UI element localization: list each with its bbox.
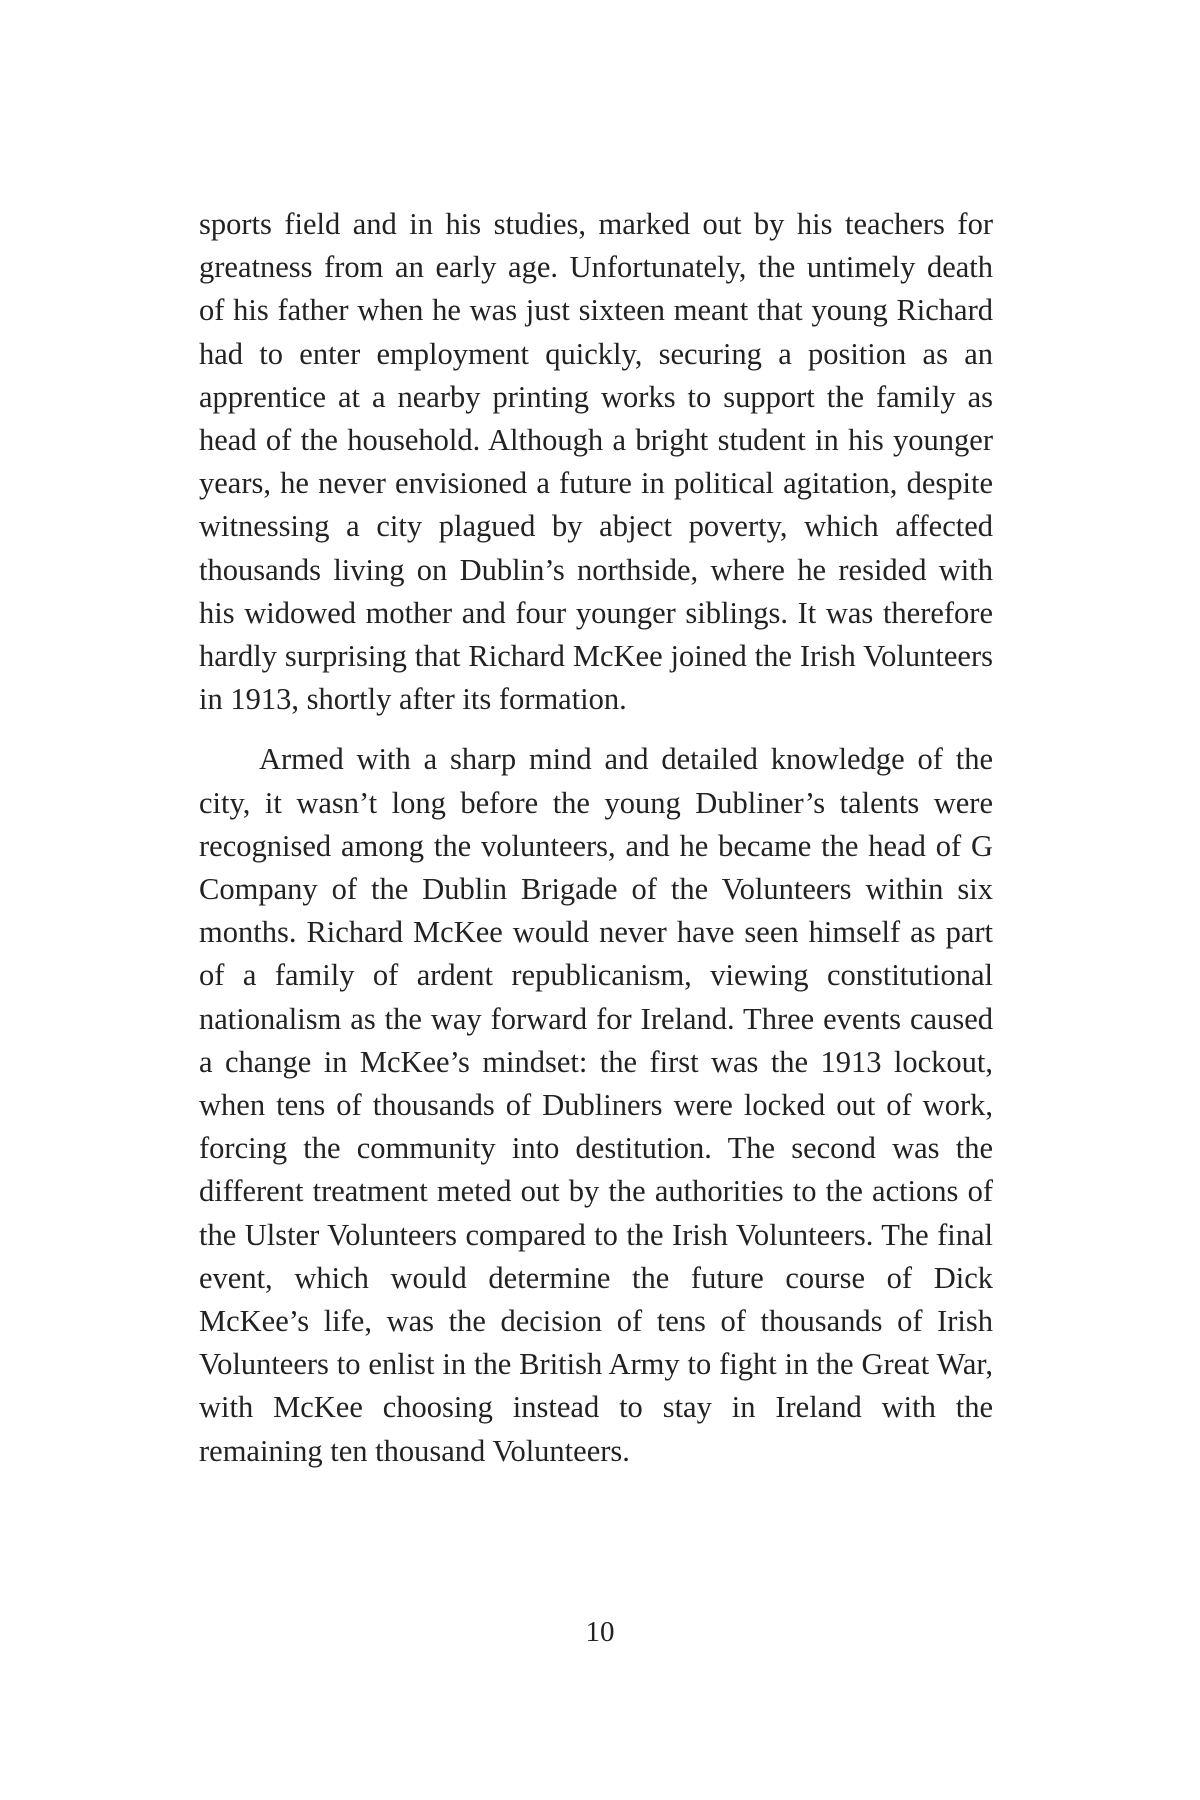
- page-number: 10: [585, 1616, 615, 1648]
- paragraph-1: sports field and in his studies, marked out by his teachers for greatness from an early age. Unfortunately, the untimely death of his father when he was just sixteen meant that young Richard had to enter employment quickly, securing a position as an apprentice at a nearby printing works to support the family as head of the household. Although a bright student in his younger years, he never envisioned a future in political agitation, despite witnessing a city plagued by abject poverty, which affected thousands living on Dublin’s northside, where he resided with his widowed mother and four younger siblings. It was therefore hardly surprising that Richard McKee joined the Irish Volunteers in 1913, shortly after its formation.: [199, 207, 993, 717]
- body-text: [199, 203, 993, 1473]
- paragraph-2: Armed with a sharp mind and detailed knowledge of the city, it wasn’t long before the young Dubliner’s talents were recognised among the volunteers, and he became the head of G Company of the Dublin Brigade of the Volunteers within six months. Richard McKee would never have seen himself as part of a family of ardent republicanism, viewing constitutional nationalism as the way forward for Ireland. Three events caused a change in McKee’s mindset: the first was the 1913 lockout, when tens of thousands of Dubliners were locked out of work, forcing the community into destitution. The second was the different treatment meted out by the authorities to the actions of the Ulster Volunteers compared to the Irish Volunteers. The final event, which would determine the future course of Dick McKee’s life, was the decision of tens of thousands of Irish Volunteers to enlist in the British Army to fight in the Great War, with McKee choosing instead to stay in Ireland with the remaining ten thousand Volunteers.: [199, 742, 993, 1468]
